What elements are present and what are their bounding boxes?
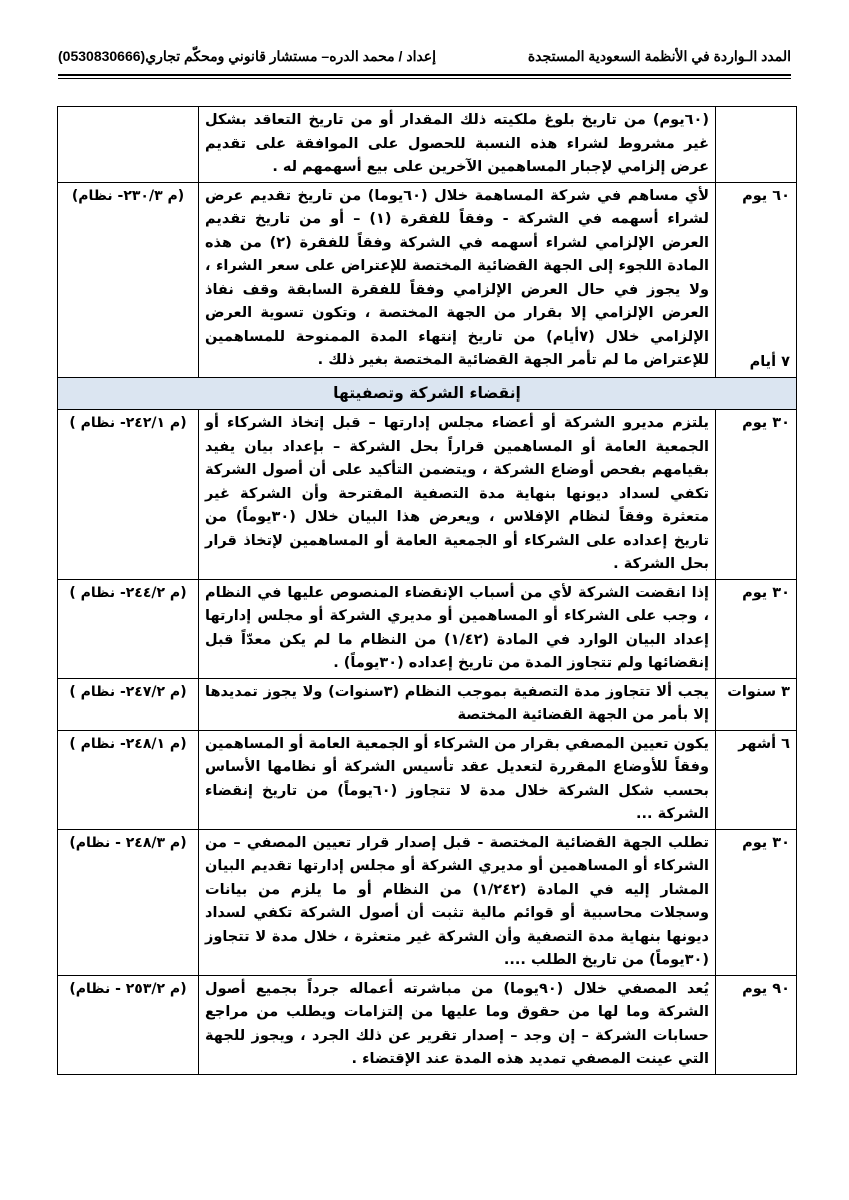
text-cell: يكون تعيين المصفي بقرار من الشركاء أو الجمعية العامة أو المساهمين وفقاً للأوضاع المقررة لتعديل عقد تأسيس الشركة أو نظامها الأساس بحسب شكل الشركة خلال مدة لا تتجاوز (٦٠يوماً) من تاريخ إنقضاء الشركة ...	[199, 730, 716, 829]
header-title: المدد الـواردة في الأنظمة السعودية المستجدة	[527, 48, 791, 64]
text-cell: لأي مساهم في شركة المساهمة خلال (٦٠يوما) من تاريخ تقديم عرض لشراء أسهمه في الشركة - وفقاً للفقرة (١) – أو من تاريخ تقديم العرض الإلزامي لشراء أسهمه في الشركة وفقاً للفقرة (٢) من هذه المادة اللجوء إلى الجهة القضائية المختصة للإعتراض على سعر الشراء ، ولا يجوز في حال العرض الإلزامي وفقاً للفقرة السابقة وقف نفاذ العرض الإلزامي إلا بقرار من الجهة المختصة ، وتكون تسوية العرض الإلزامي خلال (٧أيام) من تاريخ إنتهاء المدة الممنوحة للمساهمين للإعتراض ما لم تأمر الجهة القضائية المختصة بغير ذلك .	[199, 182, 716, 377]
duration-cell: ٩٠ يوم	[716, 975, 797, 1074]
reference-cell: (م ٢٣٠/٣- نظام)	[58, 182, 199, 377]
text-cell: (٦٠يوم) من تاريخ بلوغ ملكيته ذلك المقدار أو من تاريخ التعاقد بشكل غير مشروط لشراء هذه النسبة للحصول على الموافقة على تقديم عرض إلزامي لإجبار المساهمين الآخرين على بيع أسهمهم له .	[199, 107, 716, 183]
reference-cell	[58, 107, 199, 183]
table-row	[58, 107, 797, 183]
section-title: إنقضاء الشركة وتصفيتها	[58, 377, 797, 410]
duration-value: ٦٠ يوم	[742, 187, 790, 204]
text-cell: يجب ألا تتجاوز مدة التصفية بموجب النظام (٣سنوات) ولا يجوز تمديدها إلا بأمر من الجهة القضائية المختصة	[199, 678, 716, 730]
header-rule	[58, 74, 791, 76]
table-row	[58, 975, 797, 1074]
page-header	[58, 44, 791, 70]
reference-cell: (م ٢٤٤/٢- نظام )	[58, 579, 199, 678]
table-row	[58, 182, 797, 377]
duration-cell: ٣٠ يوم	[716, 579, 797, 678]
duration-value: ٣ سنوات	[727, 683, 790, 700]
table-row	[58, 829, 797, 975]
reference-cell: (م ٢٤٧/٢- نظام )	[58, 678, 199, 730]
text-cell: يلتزم مديرو الشركة أو أعضاء مجلس إدارتها – قبل إتخاذ الشركاء أو الجمعية العامة أو المساهمين قراراً بحل الشركة – بإعداد بيان يفيد بقيامهم بفحص أوضاع الشركة ، ويتضمن التأكيد على أن أصول الشركة تكفي لسداد ديونها بنهاية مدة التصفية المقترحة وأن الشركة غير متعثرة وفقاً لنظام الإفلاس ، ويعرض هذا البيان خلال (٣٠يوماً) من تاريخ إعداده على الشركاء أو الجمعية العامة أو المساهمين لإتخاذ قرار بحل الشركة .	[199, 410, 716, 580]
header-rule-thin	[58, 78, 791, 79]
duration-cell: ٦ أشهر	[716, 730, 797, 829]
header-author: إعداد / محمد الدره– مستشار قانوني ومحكّم تجاري(0530830666)	[58, 48, 437, 64]
table-row	[58, 730, 797, 829]
table-row	[58, 410, 797, 580]
table-row	[58, 579, 797, 678]
section-row	[58, 377, 797, 410]
text-cell: إذا انقضت الشركة لأي من أسباب الإنقضاء المنصوص عليها في النظام ، وجب على الشركاء أو المساهمين أو مديري الشركة أو مجلس إدارتها إعداد البيان الوارد في المادة (١/٤٢) من النظام ما لم يكن معدّاً قبل إنقضائها ولم تتجاوز المدة من تاريخ إعداده (٣٠يوماً) .	[199, 579, 716, 678]
table-row	[58, 678, 797, 730]
duration-cell: ٣٠ يوم	[716, 410, 797, 580]
duration-cell	[716, 678, 797, 730]
durations-table	[57, 106, 797, 1075]
duration-value-secondary: ٧ أيام	[749, 354, 790, 370]
text-cell: تطلب الجهة القضائية المختصة - قبل إصدار قرار تعيين المصفي – من الشركاء أو المساهمين أو مديري الشركة أو مجلس إدارتها تقديم البيان المشار إليه في المادة (١/٢٤٢) من النظام أو ما يلزم من بيانات وسجلات محاسبية أو قوائم مالية تثبت أن أصول الشركة تكفي لسداد ديونها بنهاية مدة التصفية وأن الشركة غير متعثرة ، خلال مدة لا تتجاوز (٣٠يوماً) من تاريخ الطلب ....	[199, 829, 716, 975]
reference-cell: (م ٢٤٢/١- نظام )	[58, 410, 199, 580]
reference-cell: (م ٢٥٣/٢ - نظام)	[58, 975, 199, 1074]
duration-cell	[716, 182, 797, 377]
duration-cell: ٣٠ يوم	[716, 829, 797, 975]
reference-cell: (م ٢٤٨/٣ - نظام)	[58, 829, 199, 975]
duration-cell	[716, 107, 797, 183]
text-cell: يُعد المصفي خلال (٩٠يوما) من مباشرته أعماله جرداً بجميع أصول الشركة وما لها من حقوق وما عليها من إلتزامات ويطلب من مراجع حسابات الشركة – إن وجد – إصدار تقرير عن ذلك الجرد ، ويجوز للجهة التي عينت المصفي تمديد هذه المدة عند الإقتضاء .	[199, 975, 716, 1074]
reference-cell: (م ٢٤٨/١- نظام )	[58, 730, 199, 829]
